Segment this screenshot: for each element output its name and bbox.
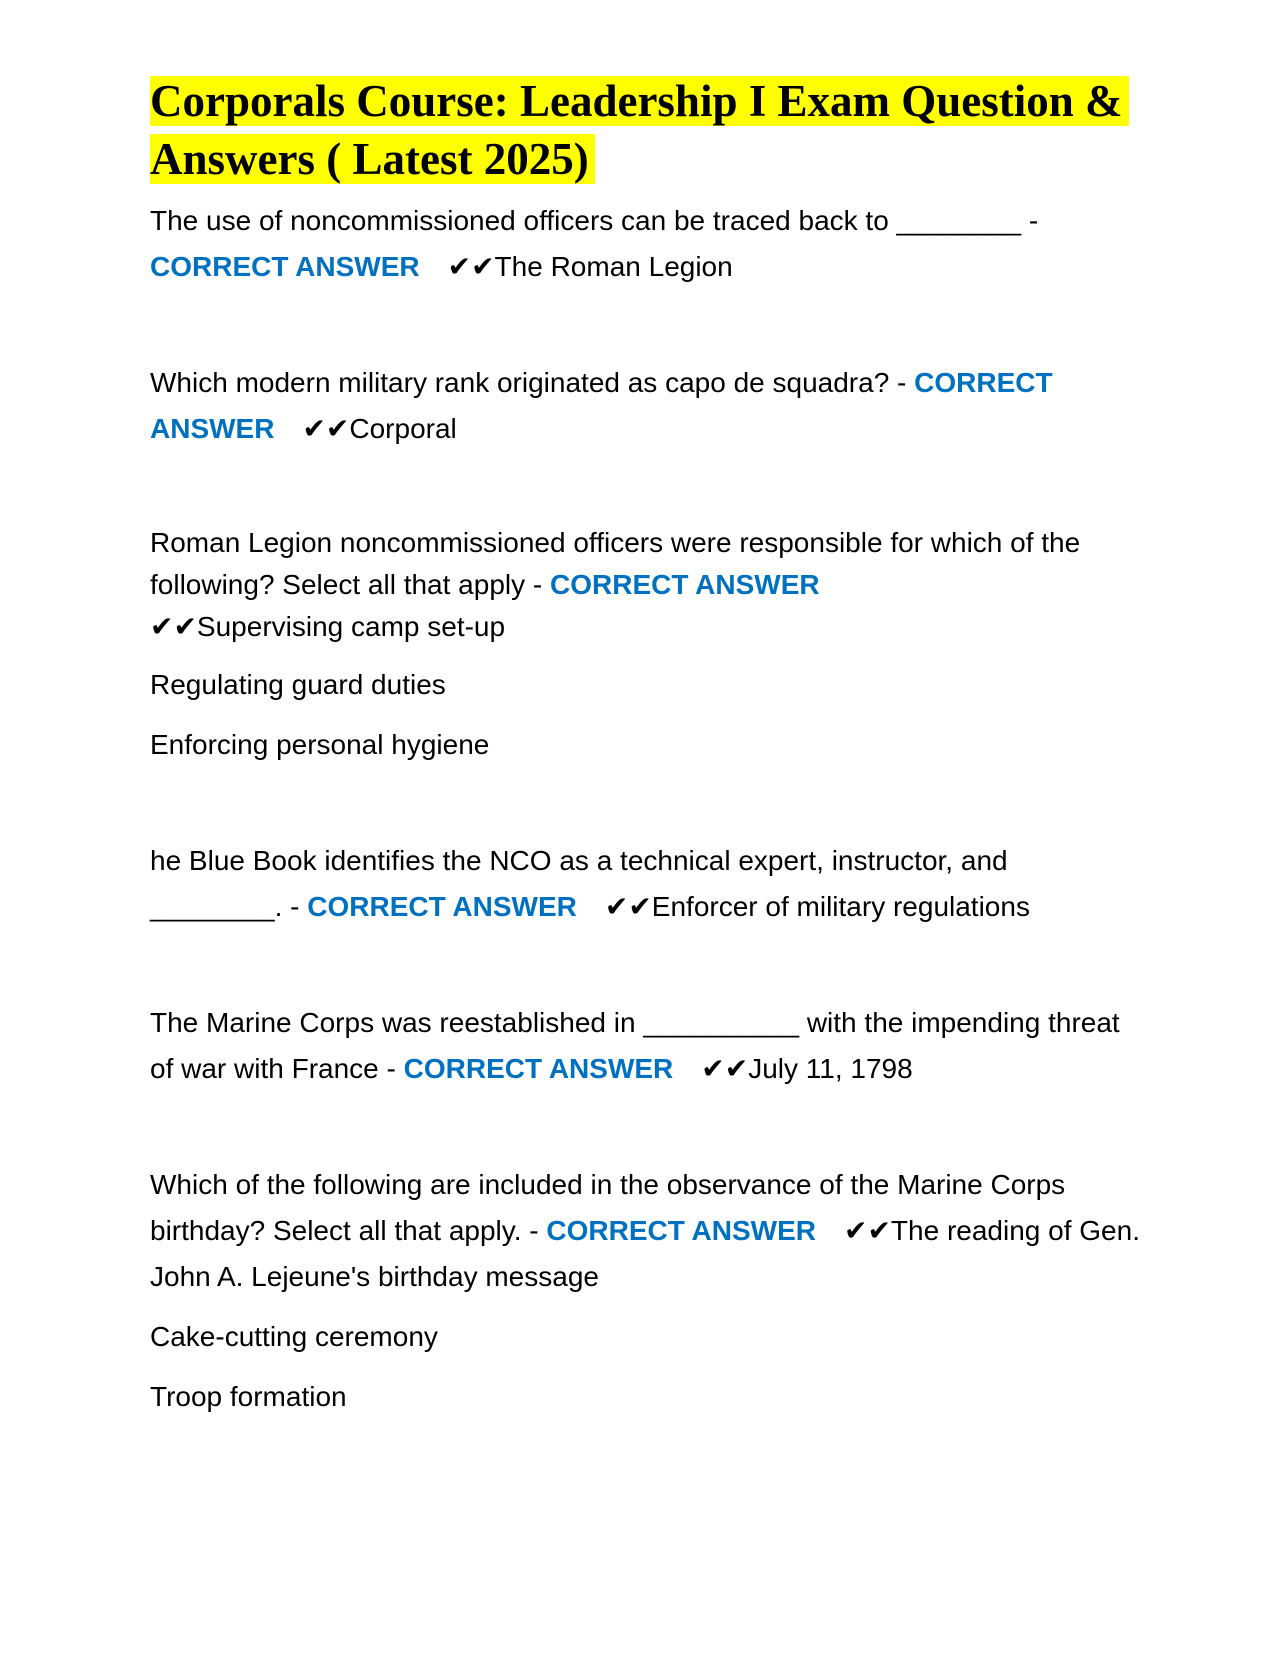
question-text: Which of the following are included in the observance of the Marine Corps birthday? Select all that apply. - <box>150 1169 1066 1246</box>
qa-item-4 <box>150 838 1140 930</box>
spacer <box>150 452 1140 522</box>
correct-answer-label: CORRECT ANSWER <box>307 891 577 922</box>
question-text: The Marine Corps was reestablished in __________ with the impending threat of war with France - <box>150 1007 1120 1084</box>
answer-text: The Roman Legion <box>494 251 733 282</box>
answer-text: July 11, 1798 <box>748 1053 913 1084</box>
answer-text: Enforcer of military regulations <box>651 891 1030 922</box>
correct-answer-label: CORRECT ANSWER <box>546 1215 816 1246</box>
title-highlight: Corporals Course: Leadership I Exam Question & Answers ( Latest 2025) <box>150 76 1129 184</box>
qa-item-2 <box>150 360 1140 452</box>
check-mark-icon: ✔✔ <box>150 611 197 642</box>
check-mark-icon: ✔✔ <box>604 891 652 922</box>
qa-item-3 <box>150 522 1140 648</box>
answer-extra-line: Cake-cutting ceremony <box>150 1321 438 1352</box>
answer-extra-line: Regulating guard duties <box>150 669 446 700</box>
check-mark-icon: ✔✔ <box>701 1053 749 1084</box>
correct-answer-label: CORRECT ANSWER <box>403 1053 674 1084</box>
qa-item-5 <box>150 1000 1140 1092</box>
correct-answer-label: CORRECT ANSWER <box>150 367 1053 444</box>
qa-item-1 <box>150 198 1140 290</box>
answer-extra-line: Enforcing personal hygiene <box>150 729 490 760</box>
correct-answer-label: CORRECT ANSWER <box>550 569 820 600</box>
spacer <box>150 290 1140 360</box>
check-mark-icon: ✔✔ <box>844 1215 891 1246</box>
question-text: Roman Legion noncommissioned officers were responsible for which of the following? Select all that apply - <box>150 527 1081 600</box>
question-text: he Blue Book identifies the NCO as a technical expert, instructor, and ________. - <box>150 845 1008 922</box>
spacer <box>150 930 1140 1000</box>
question-text: The use of noncommissioned officers can be traced back to ________ - <box>150 205 1039 236</box>
check-mark-icon: ✔✔ <box>302 413 350 444</box>
spacer <box>150 1092 1140 1162</box>
spacer <box>150 768 1140 838</box>
answer-extra-line: Troop formation <box>150 1381 347 1412</box>
correct-answer-label: CORRECT ANSWER <box>150 251 420 282</box>
document-title <box>150 72 1140 188</box>
answer-text: The reading of Gen. John A. Lejeune's birthday message <box>150 1215 1140 1292</box>
question-text: Which modern military rank originated as capo de squadra? - <box>150 367 915 398</box>
document-page <box>150 72 1140 1420</box>
answer-text: Corporal <box>349 413 457 444</box>
answer-text: Supervising camp set-up <box>196 611 506 642</box>
qa-item-6 <box>150 1162 1140 1300</box>
check-mark-icon: ✔✔ <box>447 251 495 282</box>
